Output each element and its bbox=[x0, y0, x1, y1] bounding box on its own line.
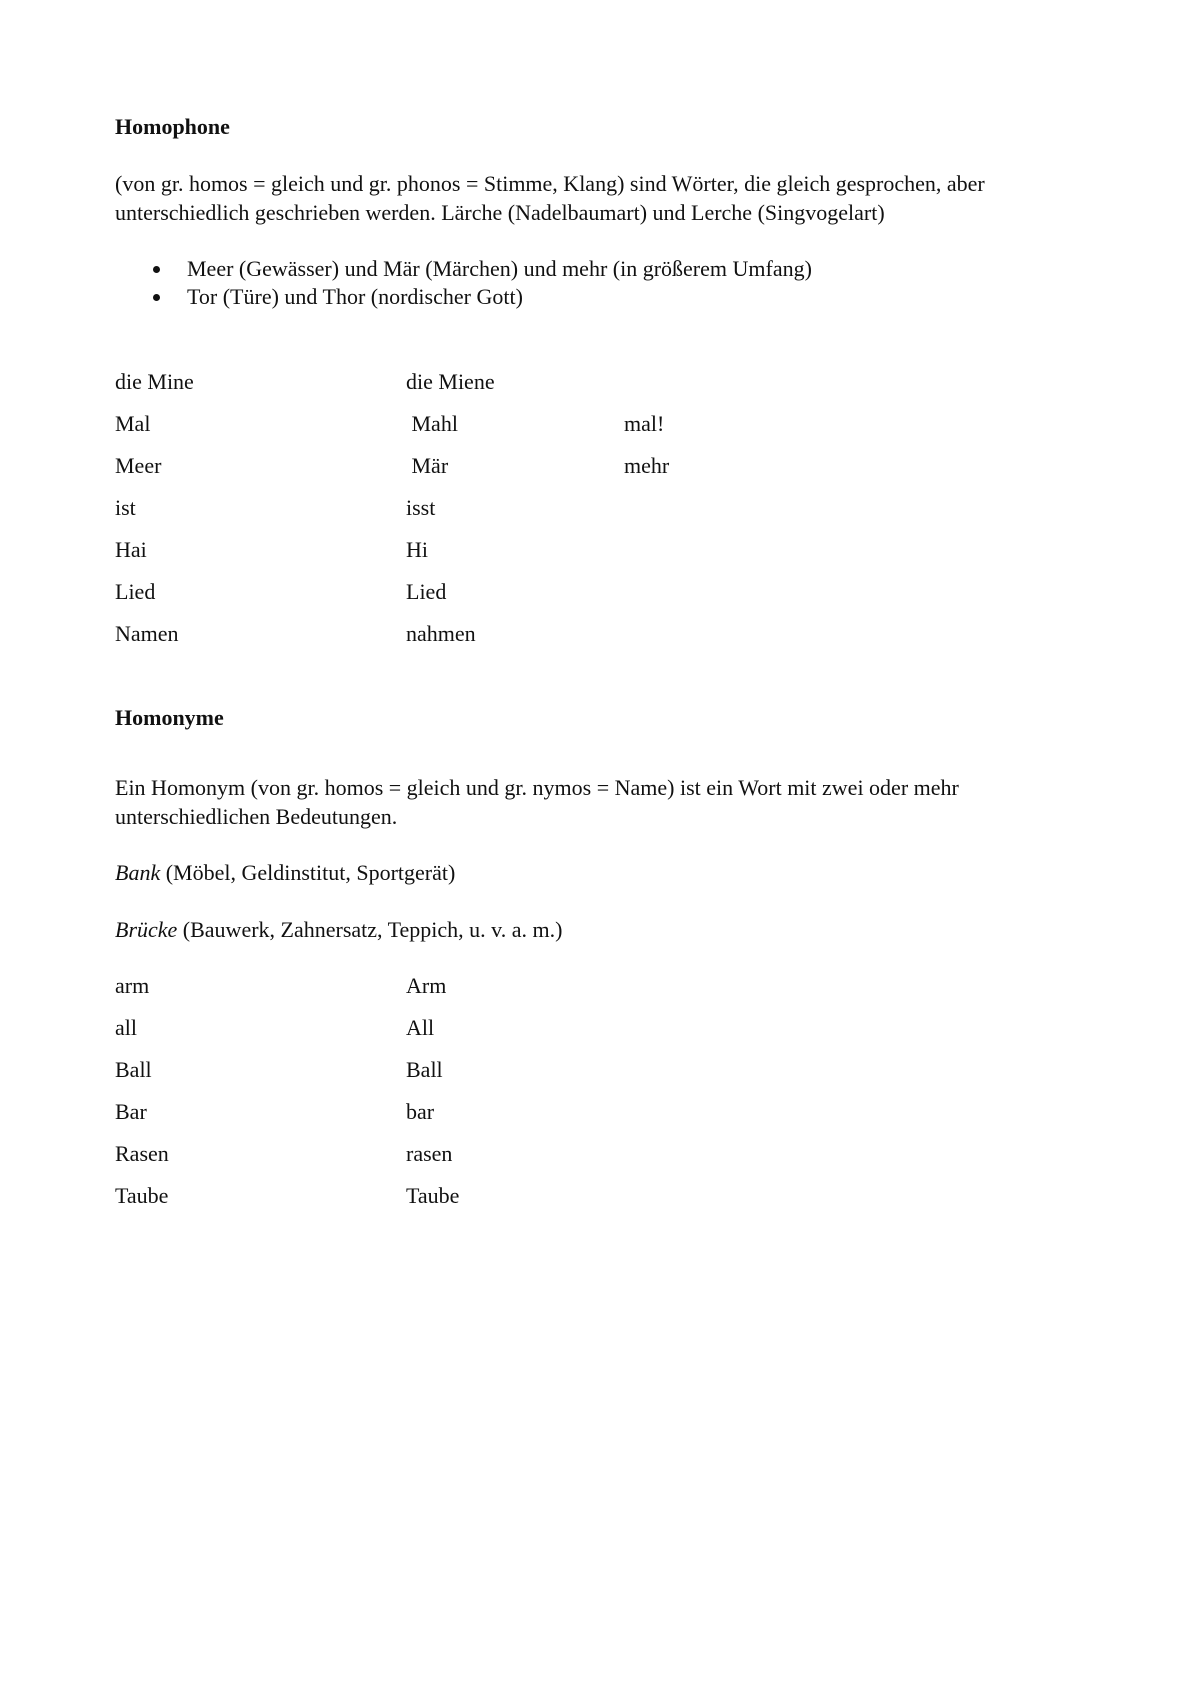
table-row bbox=[115, 403, 815, 445]
word-cell: Lied bbox=[115, 579, 156, 604]
word-cell: Mal bbox=[115, 411, 151, 436]
homonyme-heading: Homonyme bbox=[115, 705, 224, 730]
table-row bbox=[115, 571, 815, 613]
word-cell: Arm bbox=[406, 973, 447, 998]
word-cell: mal! bbox=[624, 411, 665, 436]
bullet-item bbox=[115, 283, 812, 311]
table-row bbox=[115, 1133, 815, 1175]
example-word: Bank bbox=[115, 860, 161, 885]
table-row bbox=[115, 965, 815, 1007]
bullet-item bbox=[115, 255, 812, 283]
word-cell: Namen bbox=[115, 621, 179, 646]
word-cell: Lied bbox=[406, 579, 447, 604]
example-meanings: (Bauwerk, Zahnersatz, Teppich, u. v. a. m.) bbox=[177, 917, 563, 942]
example-word: Brücke bbox=[115, 917, 178, 942]
homophone-heading: Homophone bbox=[115, 114, 230, 139]
word-cell: Taube bbox=[115, 1183, 169, 1208]
example-meanings: (Möbel, Geldinstitut, Sportgerät) bbox=[160, 860, 456, 885]
word-cell: Mahl bbox=[406, 411, 458, 436]
homophone-intro bbox=[115, 169, 1092, 227]
homophone-intro-line-2: unterschiedlich geschrieben werden. Lärche (Nadelbaumart) und Lerche (Singvogelart) bbox=[115, 200, 885, 225]
word-cell: Hai bbox=[115, 537, 147, 562]
word-cell: ist bbox=[115, 495, 136, 520]
table-row bbox=[115, 361, 815, 403]
homophone-intro-line-1: (von gr. homos = gleich und gr. phonos = Stimme, Klang) sind Wörter, die gleich gesprochen, aber bbox=[115, 171, 985, 196]
word-cell: Ball bbox=[406, 1057, 443, 1082]
homophone-bullet-list bbox=[115, 255, 812, 311]
table-row bbox=[115, 1091, 815, 1133]
word-cell: Mär bbox=[406, 453, 449, 478]
homonym-example-bruecke bbox=[115, 915, 562, 944]
word-cell: isst bbox=[406, 495, 436, 520]
word-cell: Ball bbox=[115, 1057, 152, 1082]
table-row bbox=[115, 1049, 815, 1091]
word-cell: die Miene bbox=[406, 369, 495, 394]
word-cell: Taube bbox=[406, 1183, 460, 1208]
word-cell: Meer bbox=[115, 453, 162, 478]
bullet-text: Meer (Gewässer) und Mär (Märchen) und mehr (in größerem Umfang) bbox=[187, 256, 812, 281]
homophone-word-table bbox=[115, 361, 815, 655]
homonyme-intro bbox=[115, 773, 1092, 831]
word-cell: all bbox=[115, 1015, 137, 1040]
table-row bbox=[115, 445, 815, 487]
word-cell: nahmen bbox=[406, 621, 476, 646]
word-cell: mehr bbox=[624, 453, 670, 478]
homonyme-intro-line-2: unterschiedlichen Bedeutungen. bbox=[115, 804, 398, 829]
word-cell: rasen bbox=[406, 1141, 453, 1166]
bullet-text: Tor (Türe) und Thor (nordischer Gott) bbox=[187, 284, 523, 309]
word-cell: bar bbox=[406, 1099, 435, 1124]
table-row bbox=[115, 613, 815, 655]
homonyme-intro-line-1: Ein Homonym (von gr. homos = gleich und gr. nymos = Name) ist ein Wort mit zwei oder mehr bbox=[115, 775, 959, 800]
table-row bbox=[115, 487, 815, 529]
bullet-icon bbox=[153, 266, 160, 273]
table-row bbox=[115, 1175, 815, 1217]
word-cell: arm bbox=[115, 973, 150, 998]
word-cell: Hi bbox=[406, 537, 428, 562]
word-cell: die Mine bbox=[115, 369, 194, 394]
table-row bbox=[115, 1007, 815, 1049]
homonym-example-bank bbox=[115, 858, 455, 887]
word-cell: Rasen bbox=[115, 1141, 169, 1166]
table-row bbox=[115, 529, 815, 571]
bullet-icon bbox=[153, 294, 160, 301]
word-cell: All bbox=[406, 1015, 435, 1040]
word-cell: Bar bbox=[115, 1099, 147, 1124]
homonyme-word-table bbox=[115, 965, 815, 1217]
